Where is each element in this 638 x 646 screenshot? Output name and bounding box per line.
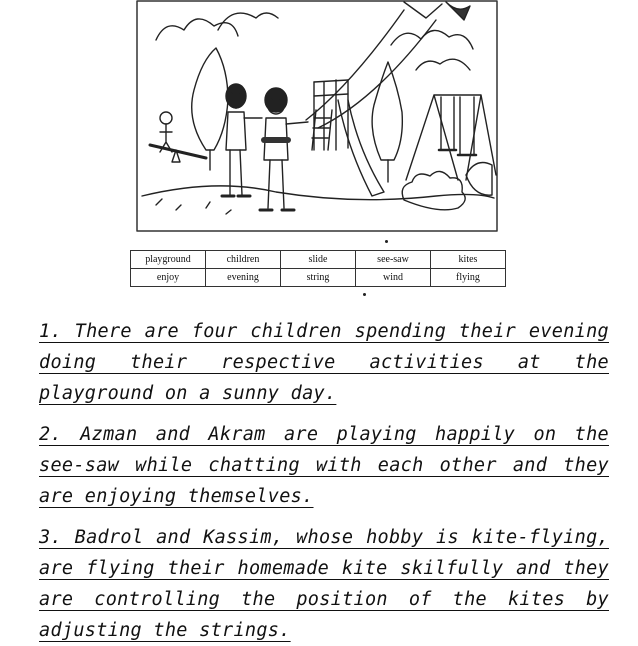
- tree-right: [372, 62, 402, 182]
- word-cell: slide: [281, 251, 356, 269]
- word-cell: see-saw: [356, 251, 431, 269]
- word-bank-row: [131, 269, 506, 287]
- word-cell: wind: [356, 269, 431, 287]
- scan-dot: [363, 293, 366, 296]
- paragraph-1: 1. There are four children spending their evening doing their respective activities at the playground on a sunny day.: [39, 321, 609, 404]
- word-cell: kites: [431, 251, 506, 269]
- boy-right: [260, 88, 308, 210]
- word-bank-table: [130, 250, 506, 287]
- playground-illustration: [136, 0, 498, 232]
- word-cell: children: [206, 251, 281, 269]
- word-cell: evening: [206, 269, 281, 287]
- word-bank-row: [131, 251, 506, 269]
- word-cell: flying: [431, 269, 506, 287]
- word-cell: enjoy: [131, 269, 206, 287]
- boy-left: [222, 84, 262, 196]
- tree-left: [192, 48, 228, 170]
- word-cell: string: [281, 269, 356, 287]
- scan-dot: [385, 240, 388, 243]
- kite-drawing: [306, 2, 470, 128]
- child-seesaw: [150, 112, 206, 162]
- paragraph-2: 2. Azman and Akram are playing happily on the see-saw while chatting with each other and they are enjoying themselves.: [39, 424, 609, 507]
- word-cell: playground: [131, 251, 206, 269]
- paragraph-3: 3. Badrol and Kassim, whose hobby is kite-flying, are flying their homemade kite skilfully and they are controlling the position of the kites by adjusting the strings.: [39, 527, 609, 641]
- swing-drawing: [406, 95, 496, 180]
